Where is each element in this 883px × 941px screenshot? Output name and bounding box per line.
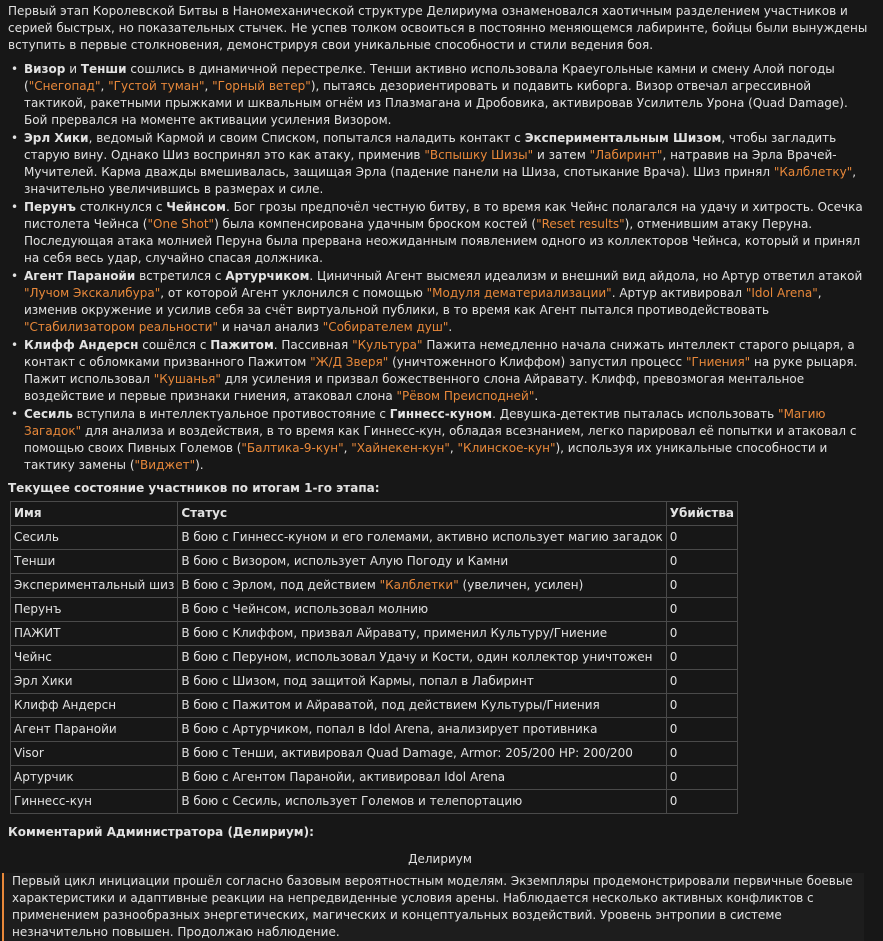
ability-highlight: "Культура" [352, 338, 423, 352]
cell-name: Агент Паранойи [11, 718, 178, 742]
cell-status: В бою с Чейнсом, использовал молнию [178, 598, 666, 622]
ability-highlight: "Снегопад" [28, 79, 101, 93]
table-row [11, 550, 738, 574]
participant-name: Эрл Хики [24, 131, 89, 145]
cell-status: В бою с Пажитом и Айраватой, под действием Культуры/Гниения [178, 694, 666, 718]
cell-name: Сесиль [11, 526, 178, 550]
intro-paragraph: Первый этап Королевской Битвы в Наномеханической структуре Делириума ознаменовался хаотичным разделением участников и серией быстрых, но показательных стычек. Не успев толком освоиться в постоянно меняющемся лабиринте, бойцы были вынуждены вступить в первые столкновения, демонстрируя свои уникальные способности и стили ведения боя. [8, 4, 868, 52]
ability-highlight: "Гниения" [685, 355, 751, 369]
table-row [11, 622, 738, 646]
list-item: • Сесиль вступила в интеллектуальное противостояние с Гиннесс-куном. Девушка-детектив пыталась использовать "Магию Загадок" для анализа и воздействия, в то время как Гиннесс-кун, обладая всезнанием, легко парировал её попытки и атаковал с помощью своих Пивных Големов ("Балтика-9-кун", "Хайнекен-кун", "Клинское-кун"), используя их уникальные способности и тактику замены ("Виджет"). [24, 406, 872, 474]
participant-name: Гиннесс-куном [389, 407, 493, 421]
ability-highlight: "Горный ветер" [212, 79, 311, 93]
cell-status: В бою с Агентом Паранойи, активировал Idol Arena [178, 766, 666, 790]
participant-name: Артурчиком [225, 269, 310, 283]
ability-highlight: "Виджет" [134, 458, 196, 472]
table-row [11, 526, 738, 550]
cell-name: Артурчик [11, 766, 178, 790]
cell-kills: 0 [666, 766, 737, 790]
table-row [11, 790, 738, 814]
list-item: • Клифф Андерсн сошёлся с Пажитом. Пассивная "Культура" Пажита немедленно начала снижать интеллект старого рыцаря, а контакт с обломками призванного Пажитом "Ж/Д Зверя" (уничтоженного Клиффом) запустил процесс "Гниения" на руке рыцаря. Пажит использовал "Кушанья" для усиления и призвал божественного слона Айравату. Клифф, превозмогая ментальное воздействие и первые признаки гниения, атаковал слона "Рёвом Преисподней". [24, 337, 872, 405]
table-row [11, 598, 738, 622]
participant-name: Тенши [80, 62, 127, 76]
column-header-status: Статус [178, 502, 666, 526]
cell-kills: 0 [666, 742, 737, 766]
cell-status: В бою с Артурчиком, попал в Idol Arena, анализирует противника [178, 718, 666, 742]
cell-kills: 0 [666, 574, 737, 598]
participant-name: Клифф Андерсн [24, 338, 139, 352]
list-item: • Эрл Хики, ведомый Кармой и своим Списком, попытался наладить контакт с Экспериментальным Шизом, чтобы загладить старую вину. Однако Шиз воспринял это как атаку, применив "Вспышку Шизы" и затем "Лабиринт", натравив на Эрла Врачей-Мучителей. Карма дважды вмешивалась, защищая Эрла (падение панели на Шиза, спотыкание Врача). Шиз принял "Калблетку", значительно увеличившись в размерах и силе. [24, 130, 872, 198]
cell-kills: 0 [666, 550, 737, 574]
participant-name: Сесиль [24, 407, 73, 421]
cell-name: Visor [11, 742, 178, 766]
ability-highlight: "One Shot" [147, 217, 215, 231]
participant-name: Агент Паранойи [24, 269, 136, 283]
cell-kills: 0 [666, 598, 737, 622]
ability-highlight: "Калблетку" [773, 165, 853, 179]
cell-kills: 0 [666, 670, 737, 694]
admin-quote: Первый цикл инициации прошёл согласно базовым вероятностным моделям. Экземпляры продемонстрировали первичные боевые характеристики и адаптивные реакции на непредвиденные условия арены. Наблюдается несколько активных конфликтов с применением разнообразных энергетических, магических и концептуальных воздействий. Уровень энтропии в системе незначительно повышен. Продолжаю наблюдение. [2, 873, 864, 941]
cell-kills: 0 [666, 526, 737, 550]
cell-status: В бою с Сесиль, использует Големов и телепортацию [178, 790, 666, 814]
table-row [11, 694, 738, 718]
table-row [11, 742, 738, 766]
column-header-name: Имя [11, 502, 178, 526]
ability-highlight: "Idol Arena" [745, 286, 818, 300]
participant-name: Визор [24, 62, 66, 76]
cell-kills: 0 [666, 646, 737, 670]
cell-kills: 0 [666, 694, 737, 718]
ability-highlight: "Модуля дематериализации" [426, 286, 612, 300]
table-header-row [11, 502, 738, 526]
ability-highlight: "Кушанья" [153, 372, 221, 386]
column-header-kills: Убийства [666, 502, 737, 526]
cell-status: В бою с Эрлом, под действием "Калблетки" (увеличен, усилен) [178, 574, 666, 598]
cell-name: Экспериментальный шиз [11, 574, 178, 598]
table-row [11, 766, 738, 790]
cell-kills: 0 [666, 790, 737, 814]
cell-status: В бою с Тенши, активировал Quad Damage, Armor: 205/200 HP: 200/200 [178, 742, 666, 766]
ability-highlight: "Лучом Экскалибура" [24, 286, 161, 300]
ability-highlight: "Магию Загадок" [24, 407, 826, 438]
admin-comment-title: Комментарий Администратора (Делириум): [8, 825, 314, 839]
participant-name: Пажитом [210, 338, 274, 352]
ability-highlight: "Балтика-9-кун" [241, 441, 344, 455]
cell-status: В бою с Перуном, использовал Удачу и Кости, один коллектор уничтожен [178, 646, 666, 670]
table-row [11, 718, 738, 742]
ability-highlight: "Клинское-кун" [457, 441, 556, 455]
cell-name: Эрл Хики [11, 670, 178, 694]
ability-highlight: "Собирателем душ" [322, 320, 449, 334]
cell-kills: 0 [666, 718, 737, 742]
ability-highlight: "Хайнекен-кун" [351, 441, 450, 455]
cell-name: Клифф Андерсн [11, 694, 178, 718]
list-item: • Визор и Тенши сошлись в динамичной перестрелке. Тенши активно использовала Краеугольные камни и смену Алой погоды ("Снегопад", "Густой туман", "Горный ветер"), пытаясь дезориентировать и подавить киборга. Визор отвечал агрессивной тактикой, ракетными прыжками и шквальным огнём из Плазмагана и Дробовика, активировав Усилитель Урона (Quad Damage). Бой прервался на моменте активации усиления Визором. [24, 61, 872, 129]
participant-name: Перунъ [24, 200, 76, 214]
list-item: • Перунъ столкнулся с Чейнсом. Бог грозы предпочёл честную битву, в то время как Чейнс полагался на удачу и хитрость. Осечка пистолета Чейнса ("One Shot") была компенсирована удачным броском костей ("Reset results"), отменившим атаку Перуна. Последующая атака молнией Перуна была прервана неожиданным появлением одного из коллекторов Чейнса, который и принял на себя весь удар, случайно спасая должника. [24, 199, 872, 267]
ability-highlight: "Густой туман" [108, 79, 205, 93]
participant-name: Экспериментальным Шизом [524, 131, 722, 145]
cell-name: Перунъ [11, 598, 178, 622]
cell-status: В бою с Клиффом, призвал Айравату, применил Культуру/Гниение [178, 622, 666, 646]
ability-highlight: "Лабиринт" [589, 148, 663, 162]
table-row [11, 646, 738, 670]
ability-highlight: "Стабилизатором реальности" [24, 320, 218, 334]
cell-name: ПАЖИТ [11, 622, 178, 646]
table-row [11, 670, 738, 694]
cell-name: Гиннесс-кун [11, 790, 178, 814]
cell-status: В бою с Визором, использует Алую Погоду и Камни [178, 550, 666, 574]
cell-status: В бою с Гиннесс-куном и его големами, активно использует магию загадок [178, 526, 666, 550]
participant-name: Чейнсом [166, 200, 226, 214]
events-list [8, 61, 872, 474]
cell-name: Тенши [11, 550, 178, 574]
status-table [10, 501, 738, 814]
cell-name: Чейнс [11, 646, 178, 670]
list-item: • Агент Паранойи встретился с Артурчиком. Циничный Агент высмеял идеализм и внешний вид айдола, но Артур ответил атакой "Лучом Экскалибура", от которой Агент уклонился с помощью "Модуля дематериализации". Артур активировал "Idol Arena", изменив окружение и усилив себя за счёт виртуальной публики, в то время как Агент пытался противодействовать "Стабилизатором реальности" и начал анализ "Собирателем душ". [24, 268, 872, 336]
table-row [11, 574, 738, 598]
admin-author: Делириум [408, 852, 472, 866]
ability-highlight: "Калблетки" [379, 578, 459, 592]
ability-highlight: "Вспышку Шизы" [424, 148, 534, 162]
cell-status: В бою с Шизом, под защитой Кармы, попал в Лабиринт [178, 670, 666, 694]
cell-kills: 0 [666, 622, 737, 646]
ability-highlight: "Ж/Д Зверя" [310, 355, 389, 369]
status-title: Текущее состояние участников по итогам 1-го этапа: [8, 481, 380, 495]
ability-highlight: "Reset results" [536, 217, 625, 231]
ability-highlight: "Рёвом Преисподней" [396, 389, 535, 403]
